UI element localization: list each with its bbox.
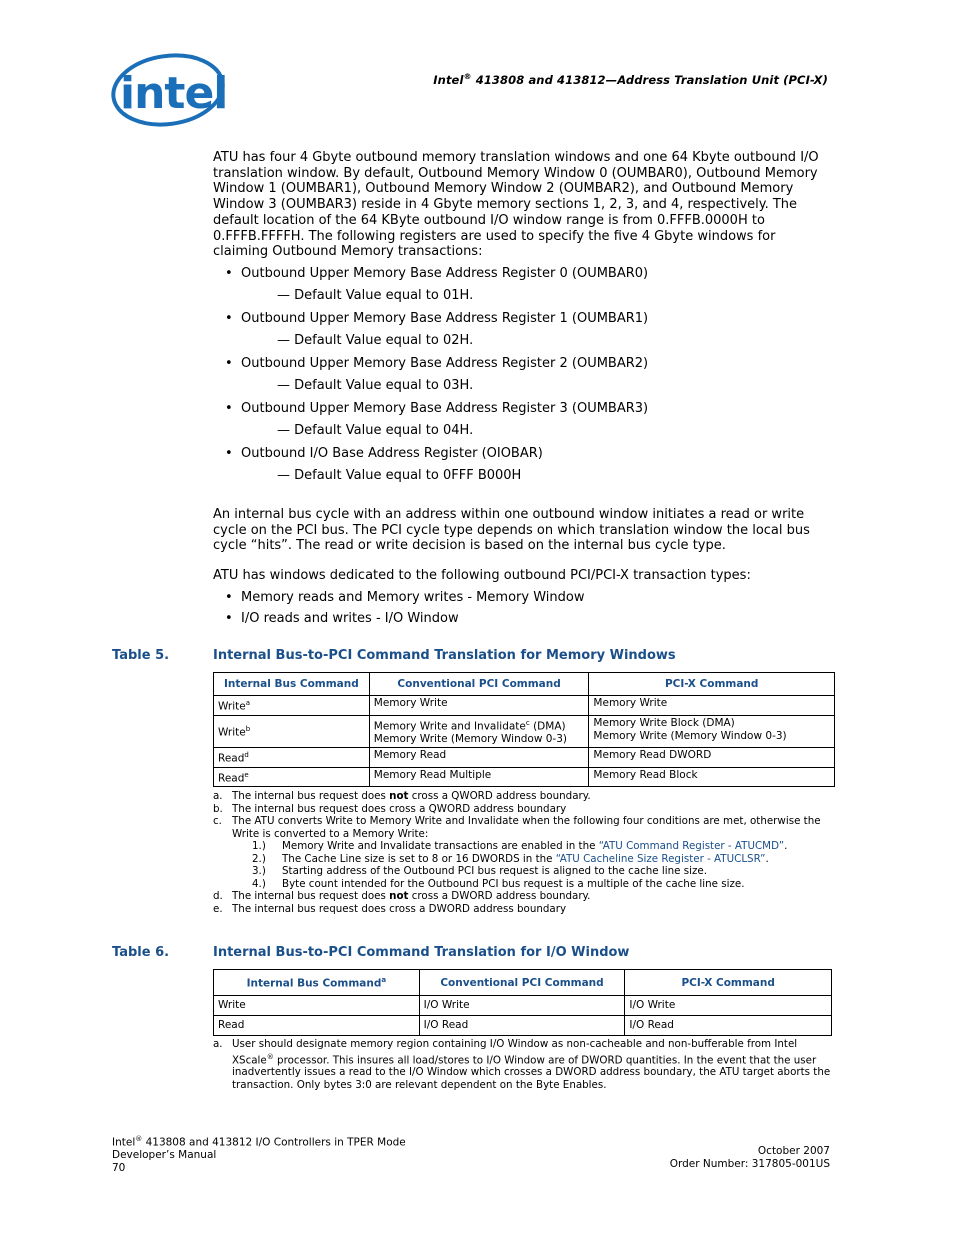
column-header: PCI-X Command <box>589 673 835 696</box>
paragraph-transaction-types: ATU has windows dedicated to the following outbound PCI/PCI-X transaction types: <box>213 568 751 583</box>
footnote: e. The internal bus request does cross a DWORD address boundary <box>213 902 567 915</box>
footer-product: Intel® 413808 and 413812 I/O Controllers in TPER Mode <box>112 1135 406 1149</box>
table-header-row <box>214 673 835 696</box>
footnote-step: 2.) The Cache Line size is set to 8 or 16 DWORDS in the “ATU Cacheline Size Register - ATUCLSR”. <box>252 852 769 865</box>
footnote-steps <box>232 840 837 890</box>
paragraph-bus-cycle: An internal bus cycle with an address within one outbound window initiates a read or write cycle on the PCI bus. The PCI cycle type depends on which translation window the local bus cycle “hits”. The read or write decision is based on the internal bus cycle type. <box>213 507 810 554</box>
footer-left <box>112 1133 406 1174</box>
list-item: • Outbound Upper Memory Base Address Register 1 (OUMBAR1) — Default Value equal to 02H. <box>225 311 649 348</box>
table-row <box>214 767 835 787</box>
table-cell: Memory Write and Invalidate$^c$ (DMA) Memory Write (Memory Window 0-3) <box>369 715 589 748</box>
table-row <box>214 715 835 748</box>
atucmd-link[interactable]: “ATU Command Register - ATUCMD” <box>598 840 785 852</box>
table-cell: I/O Write <box>419 996 625 1016</box>
table5-caption: Table 5. Internal Bus-to-PCI Command Translation for Memory Windows <box>112 648 676 663</box>
footnote: a. The internal bus request does not cross a QWORD address boundary. <box>213 790 591 802</box>
column-header: Internal Bus Command <box>214 673 370 696</box>
table5 <box>213 672 835 787</box>
footer-manual: Developer’s Manual <box>112 1149 217 1161</box>
table-cell: I/O Read <box>625 1016 832 1036</box>
column-header: Internal Bus Command$^a$ <box>214 970 420 996</box>
list-item: • I/O reads and writes - I/O Window <box>225 611 459 626</box>
footer-date: October 2007 <box>757 1145 830 1157</box>
table-cell: Read$^d$ <box>214 748 370 768</box>
table-cell: Write <box>214 996 420 1016</box>
list-item: • Outbound I/O Base Address Register (OIOBAR) — Default Value equal to 0FFF B000H <box>225 446 543 483</box>
table6 <box>213 969 832 1036</box>
list-item: • Outbound Upper Memory Base Address Register 3 (OUMBAR3) — Default Value equal to 04H. <box>225 401 649 438</box>
list-item: • Outbound Upper Memory Base Address Register 0 (OUMBAR0) — Default Value equal to 01H. <box>225 266 649 303</box>
table-cell: Memory Write Block (DMA) Memory Write (Memory Window 0-3) <box>589 715 835 748</box>
footer-order-number: Order Number: 317805-001US <box>669 1157 830 1170</box>
column-header: Conventional PCI Command <box>369 673 589 696</box>
table-cell: Memory Read Block <box>589 767 835 787</box>
table-cell: Memory Read DWORD <box>589 748 835 768</box>
table-cell: Memory Read <box>369 748 589 768</box>
footnote-step: 4.) Byte count intended for the Outbound PCI bus request is a multiple of the cache line size. <box>252 877 745 890</box>
header-title: Intel® 413808 and 413812—Address Translation Unit (PCI-X) <box>433 72 828 87</box>
atuclsr-link[interactable]: “ATU Cacheline Size Register - ATUCLSR” <box>555 852 766 865</box>
table-cell: Read <box>214 1016 420 1036</box>
intro-paragraph: ATU has four 4 Gbyte outbound memory translation windows and one 64 Kbyte outbound I/O translation window. By default, Outbound Memory Window 0 (OUMBAR0), Outbound Memory Window 1 (OUMBAR1), Outbound Memory Window 2 (OUMBAR2), and Outbound Memory Window 3 (OUMBAR3) reside in 4 Gbyte memory sections 1, 2, 3, and 4, respectively. The default location of the 64 KByte outbound I/O window range is from 0.FFFB.0000H to 0.FFFB.FFFFH. The following registers are used to specify the five 4 Gbyte windows for claiming Outbound Memory transactions: <box>213 150 819 260</box>
footnote-step: 1.) Memory Write and Invalidate transactions are enabled in the “ATU Command Register - ATUCMD”. <box>252 840 788 852</box>
table6-notes <box>213 1038 833 1091</box>
table6-caption: Table 6. Internal Bus-to-PCI Command Translation for I/O Window <box>112 945 630 960</box>
table-cell: Write$^a$ <box>214 696 370 716</box>
table-cell: I/O Read <box>419 1016 625 1036</box>
list-item: • Outbound Upper Memory Base Address Register 2 (OUMBAR2) — Default Value equal to 03H. <box>225 356 649 393</box>
column-header: Conventional PCI Command <box>419 970 625 996</box>
footnote: c. The ATU converts Write to Memory Write and Invalidate when the following four conditions are met, otherwise the Write is converted to a Memory Write: 1.) Memory Write and Invalidate transactions are enabled in the “ATU Command Register - ATUCMD”. 2.) The Cache Line size is set to 8 or 16 DWORDS in the “ATU Cacheline Size Register - ATUCLSR”. 3.) Starting address of the Outbound PCI bus request is aligned to the cache line size. 4.) Byte count intended for the Outbound PCI bus request is a multiple of the cache line size. <box>213 815 837 890</box>
footnote: b. The internal bus request does cross a QWORD address boundary <box>213 802 567 815</box>
register-list <box>213 266 833 483</box>
footer-right <box>670 1145 830 1170</box>
table-row <box>214 996 832 1016</box>
page-number: 70 <box>112 1161 126 1174</box>
table-cell: Write$^b$ <box>214 715 370 748</box>
transaction-type-list <box>213 590 833 626</box>
table-header-row <box>214 970 832 996</box>
table-cell: Memory Read Multiple <box>369 767 589 787</box>
table-row <box>214 748 835 768</box>
table-row <box>214 1016 832 1036</box>
list-item: • Memory reads and Memory writes - Memory Window <box>225 590 585 605</box>
table-cell: Read$^e$ <box>214 767 370 787</box>
intel-logo-text: intel <box>120 68 228 119</box>
intel-logo <box>110 50 228 128</box>
table-cell: Memory Write <box>589 696 835 716</box>
footnote-step: 3.) Starting address of the Outbound PCI bus request is aligned to the cache line size. <box>252 865 708 877</box>
table-cell: I/O Write <box>625 996 832 1016</box>
table5-notes <box>213 790 837 915</box>
footnote: a. User should designate memory region containing I/O Window as non-cacheable and non-bufferable from Intel XScale® processor. This insures all load/stores to I/O Window are of DWORD quantities. In the event that the user inadvertently issues a read to the I/O Window which crosses a DWORD address boundary, the ATU target aborts the transaction. Only bytes 3:0 are relevant dependent on the Byte Enables. <box>213 1038 831 1091</box>
table-row <box>214 696 835 716</box>
table-cell: Memory Write <box>369 696 589 716</box>
footnote: d. The internal bus request does not cross a DWORD address boundary. <box>213 890 591 902</box>
column-header: PCI-X Command <box>625 970 832 996</box>
